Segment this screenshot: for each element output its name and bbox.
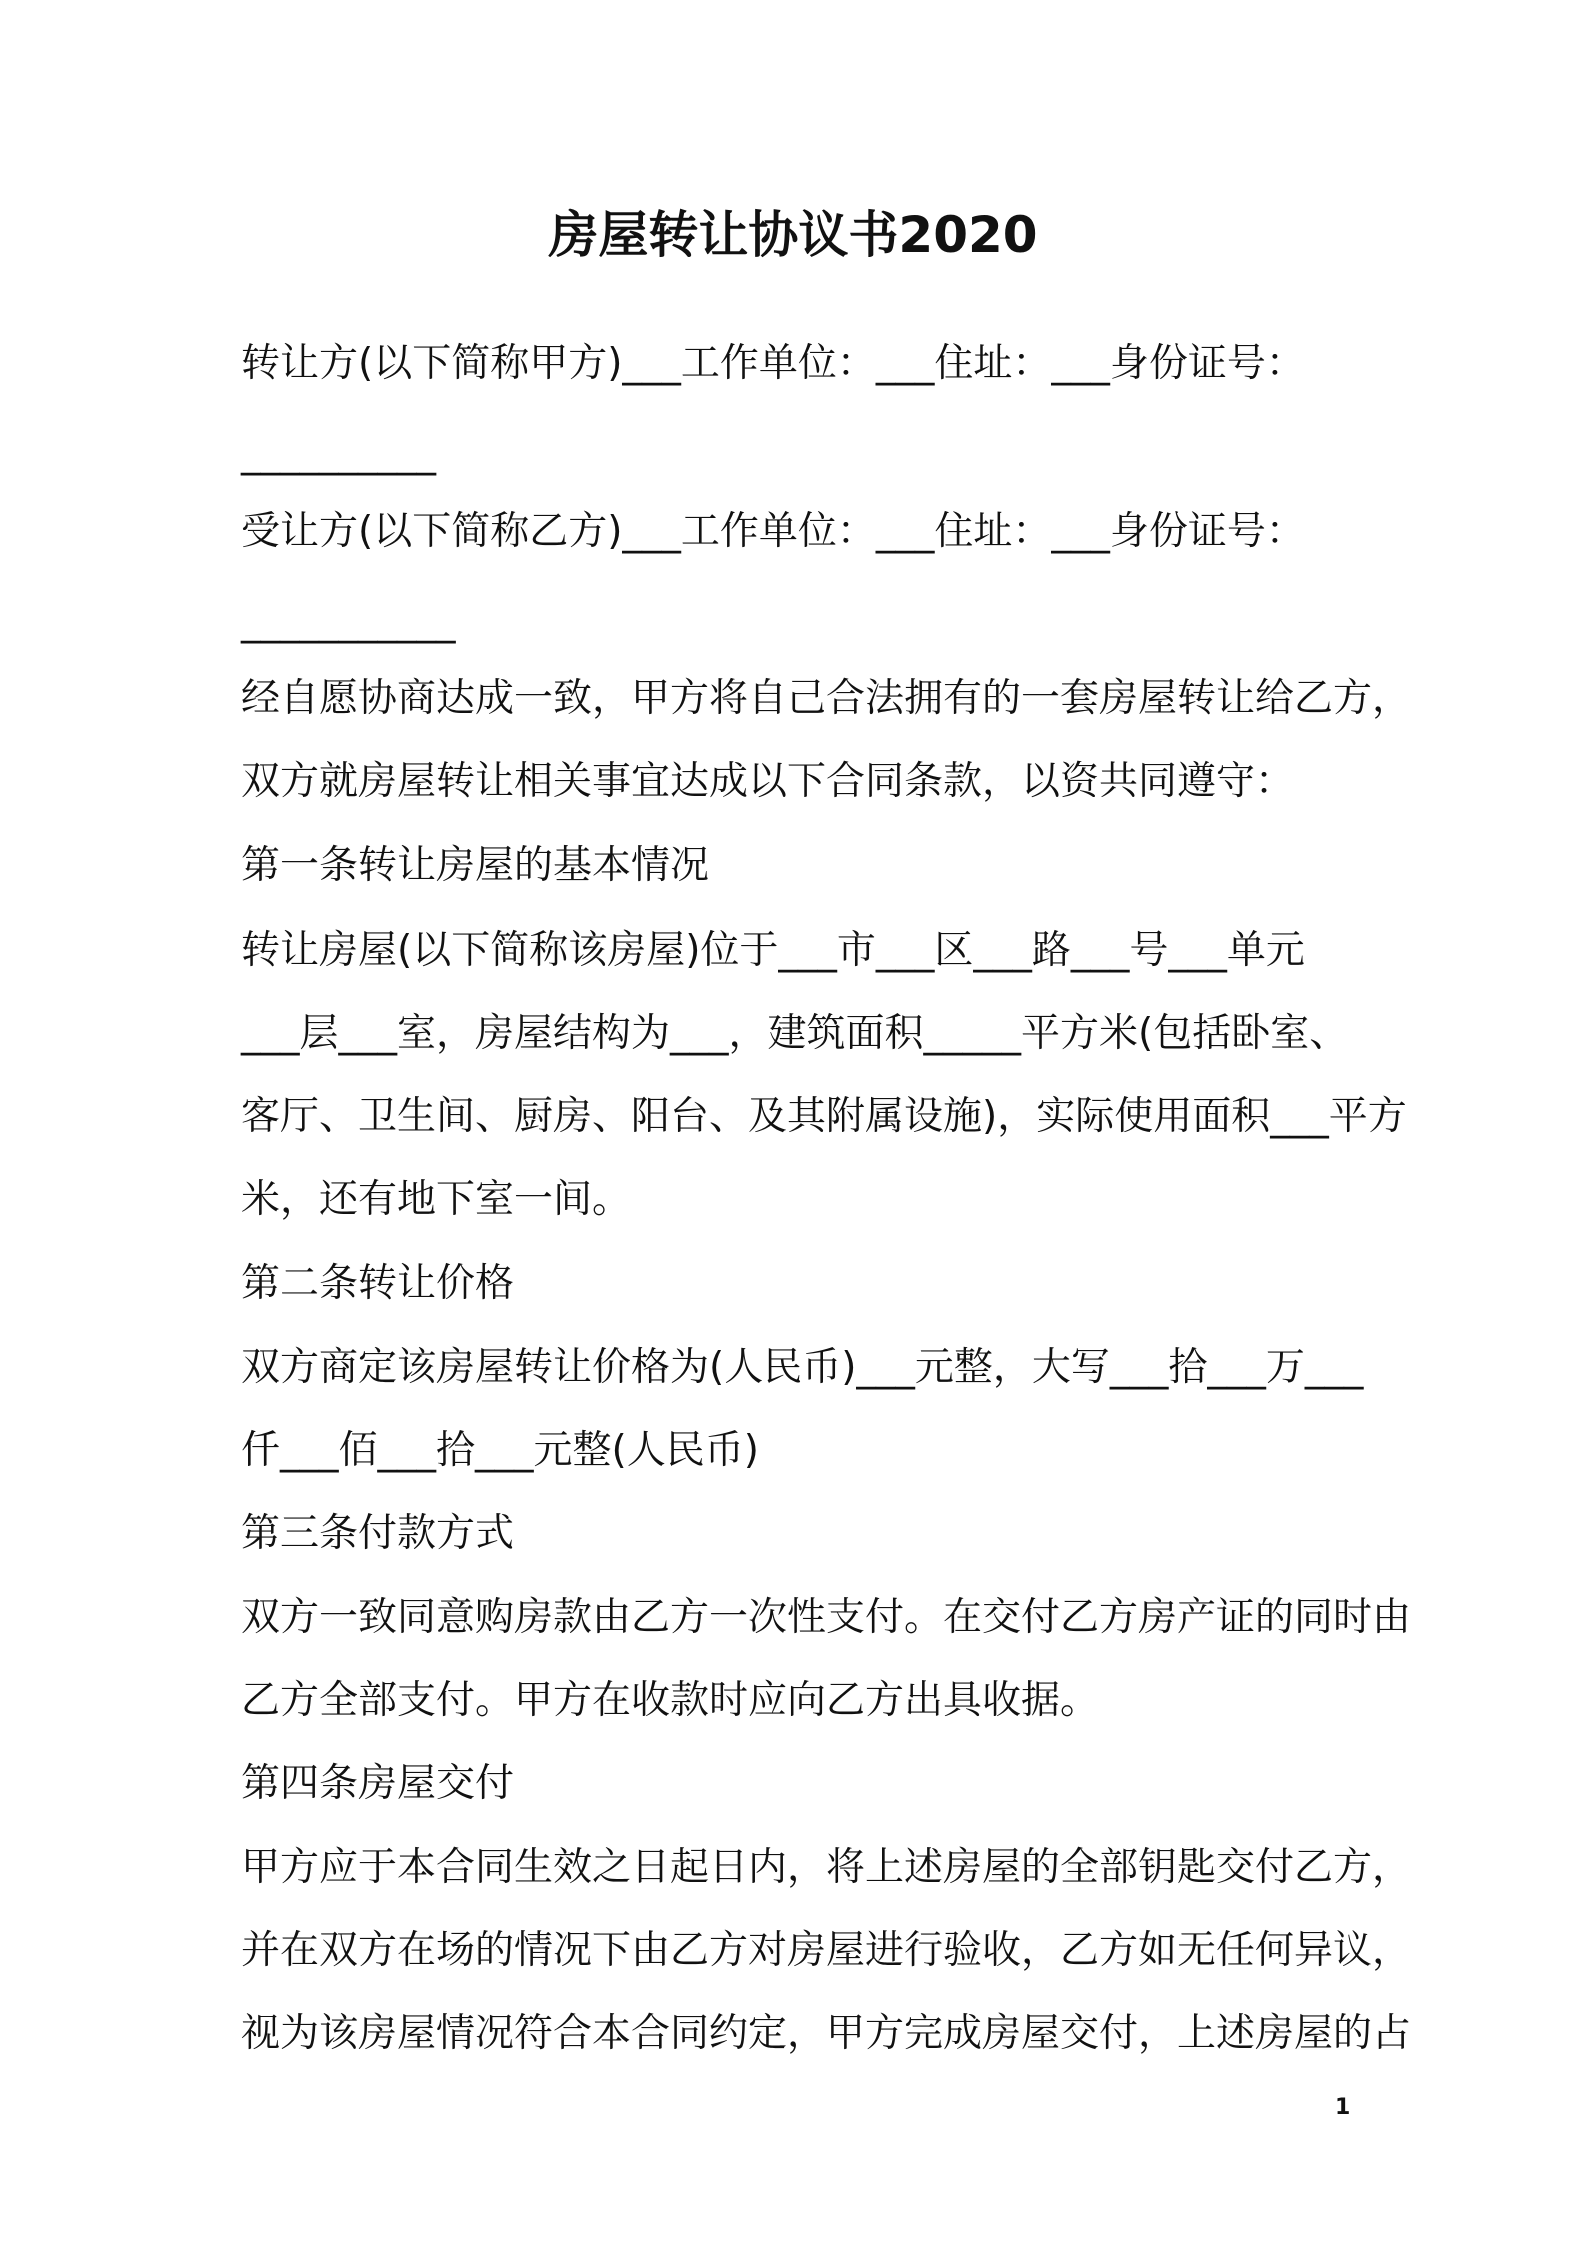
paragraph-line: 经自愿协商达成一致，甲方将自己合法拥有的一套房屋转让给乙方， <box>241 676 1412 721</box>
paragraph-line: 米，还有地下室一间。 <box>241 1177 632 1222</box>
article-heading: 第一条转让房屋的基本情况 <box>241 843 710 888</box>
party-a-line: 转让方(以下简称甲方)___工作单位：___住址：___身份证号： <box>241 341 1305 386</box>
article-heading: 第二条转让价格 <box>241 1261 515 1306</box>
paragraph-line: 双方商定该房屋转让价格为(人民币)___元整，大写___拾___万___ <box>241 1345 1364 1390</box>
paragraph-line: 甲方应于本合同生效之日起日内，将上述房屋的全部钥匙交付乙方， <box>241 1845 1412 1890</box>
document-title: 房屋转让协议书2020 <box>548 206 1038 264</box>
page-number: 1 <box>1335 2095 1351 2120</box>
paragraph-line: 客厅、卫生间、厨房、阳台、及其附属设施)，实际使用面积___平方 <box>241 1094 1407 1139</box>
paragraph-line: 仟___佰___拾___元整(人民币) <box>241 1428 759 1473</box>
party-a-id-blank: __________ <box>241 431 436 476</box>
party-b-line: 受让方(以下简称乙方)___工作单位：___住址：___身份证号： <box>241 509 1305 554</box>
paragraph-line: 转让房屋(以下简称该房屋)位于___市___区___路___号___单元 <box>241 928 1305 973</box>
paragraph-line: ___层___室，房屋结构为___，建筑面积_____平方米(包括卧室、 <box>241 1011 1349 1056</box>
article-heading: 第四条房屋交付 <box>241 1761 515 1806</box>
paragraph-line: 视为该房屋情况符合本合同约定，甲方完成房屋交付，上述房屋的占 <box>241 2011 1412 2056</box>
article-heading: 第三条付款方式 <box>241 1511 515 1556</box>
paragraph-line: 双方一致同意购房款由乙方一次性支付。在交付乙方房产证的同时由 <box>241 1595 1412 1640</box>
paragraph-line: 并在双方在场的情况下由乙方对房屋进行验收，乙方如无任何异议， <box>241 1928 1412 1973</box>
party-b-id-blank: ___________ <box>241 599 456 644</box>
paragraph-line: 双方就房屋转让相关事宜达成以下合同条款，以资共同遵守： <box>241 759 1295 804</box>
paragraph-line: 乙方全部支付。甲方在收款时应向乙方出具收据。 <box>241 1678 1100 1723</box>
